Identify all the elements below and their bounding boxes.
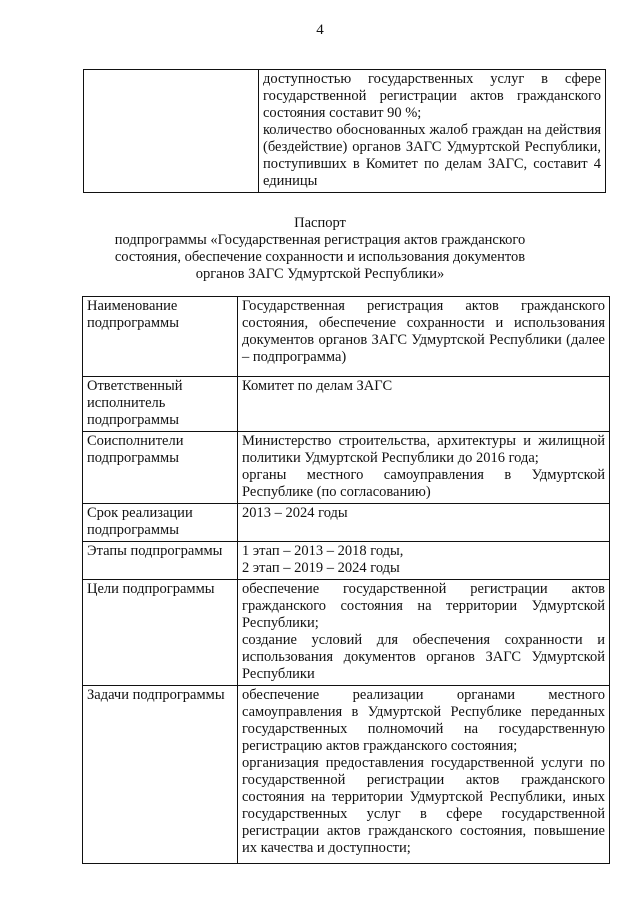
row-value — [238, 542, 610, 580]
row-value — [238, 504, 610, 542]
empty-label-cell — [84, 70, 259, 193]
row-label: Цели подпрограммы — [83, 580, 238, 686]
text-paragraph: Комитет по делам ЗАГС — [242, 378, 393, 394]
table-row — [83, 377, 610, 432]
table-row — [83, 504, 610, 542]
text-paragraph: Государственная регистрация актов гражданского состояния, обеспечение сохранности и использования документов органов ЗАГС Удмуртской Республики (далее – подпрограмма) — [242, 298, 605, 365]
text-paragraph: 1 этап – 2013 – 2018 годы, — [242, 543, 404, 559]
row-label: Задачи подпрограммы — [83, 686, 238, 864]
table-row — [83, 297, 610, 377]
row-value — [238, 297, 610, 377]
text-paragraph: Министерство строительства, архитектуры и жилищной политики Удмуртской Республики до 2016 года; — [242, 433, 605, 466]
table-row — [83, 686, 610, 864]
row-label: Ответственный исполнитель подпрограммы — [83, 377, 238, 432]
row-value — [238, 377, 610, 432]
title-line: органов ЗАГС Удмуртской Республики» — [195, 266, 445, 282]
passport-table — [82, 296, 610, 864]
text-paragraph: создание условий для обеспечения сохранности и использования документов органов ЗАГС Удмуртской Республики — [242, 632, 605, 682]
text-paragraph: обеспечение реализации органами местного самоуправления в Удмуртской Республике переданных государственных полномочий на государственную регистрацию актов гражданского состояния; — [242, 687, 605, 754]
text-paragraph: количество обоснованных жалоб граждан на действия (бездействие) органов ЗАГС Удмуртской Республики, поступивших в Комитет по делам ЗАГС, составит 4 единицы — [263, 122, 601, 189]
text-paragraph: органы местного самоуправления в Удмуртской Республике (по согласованию) — [242, 467, 605, 500]
table-row — [83, 542, 610, 580]
table-row — [83, 580, 610, 686]
row-label: Соисполнители подпрограммы — [83, 432, 238, 504]
row-label: Этапы подпрограммы — [83, 542, 238, 580]
passport-title — [0, 215, 640, 283]
value-cell — [259, 70, 606, 193]
table-row — [83, 432, 610, 504]
text-paragraph: доступностью государственных услуг в сфере государственной регистрации актов гражданского состояния составит 90 %; — [263, 71, 601, 121]
text-paragraph: организация предоставления государственной услуги по государственной регистрации актов гражданского состояния на территории Удмуртской Республики, иных государственных услуг в сфере государственной регистрации актов гражданского состояния, повышение их качества и доступности; — [242, 755, 605, 856]
row-label: Срок реализации подпрограммы — [83, 504, 238, 542]
page-number: 4 — [316, 22, 324, 38]
row-label: Наименование подпрограммы — [83, 297, 238, 377]
table-row — [84, 70, 606, 193]
row-value — [238, 432, 610, 504]
title-line: состояния, обеспечение сохранности и использования документов — [114, 249, 526, 265]
text-paragraph: 2013 – 2024 годы — [242, 505, 348, 521]
row-value — [238, 580, 610, 686]
row-value — [238, 686, 610, 864]
text-paragraph: 2 этап – 2019 – 2024 годы — [242, 560, 400, 576]
title-line: подпрограммы «Государственная регистрация актов гражданского — [114, 232, 526, 248]
text-paragraph: обеспечение государственной регистрации актов гражданского состояния на территории Удмуртской Республики; — [242, 581, 605, 631]
continuation-table — [83, 69, 606, 193]
title-line: Паспорт — [294, 215, 346, 231]
